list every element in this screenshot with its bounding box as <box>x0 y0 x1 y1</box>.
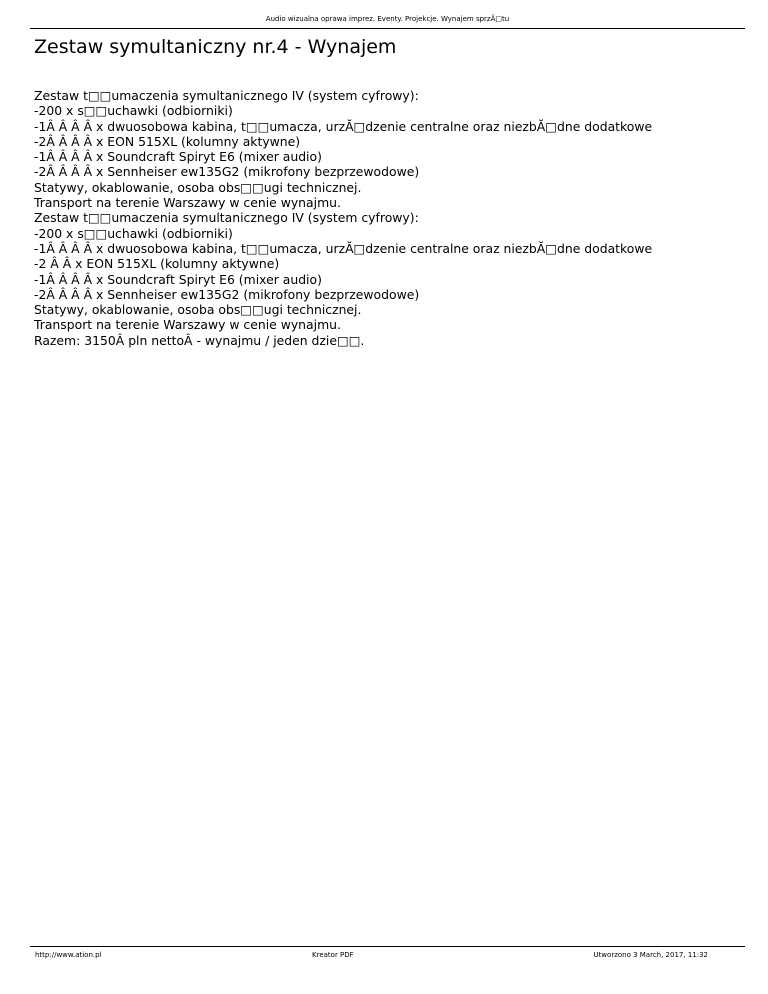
body-line: Statywy, okablowanie, osoba obs□□ugi technicznej. <box>34 179 362 195</box>
page-header <box>30 0 745 29</box>
body-line: -2 Â Â x EON 515XL (kolumny aktywne) <box>34 256 280 272</box>
body-line: Zestaw t□□umaczenia symultanicznego IV (system cyfrowy): <box>34 210 419 226</box>
body-line: -1Â Â Â Â x Soundcraft Spiryt E6 (mixer audio) <box>34 149 322 165</box>
header-text: Audio wizualna oprawa imprez. Eventy. Projekcje. Wynajem sprzĂ□tu <box>265 15 510 23</box>
footer-created-date: Utworzono 3 March, 2017, 11:32 <box>593 951 708 959</box>
body-line: Transport na terenie Warszawy w cenie wynajmu. <box>34 195 341 211</box>
footer-url: http://www.ation.pl <box>35 951 102 959</box>
body-line: Statywy, okablowanie, osoba obs□□ugi technicznej. <box>34 302 362 318</box>
body-line: -2Â Â Â Â x Sennheiser ew135G2 (mikrofony bezprzewodowe) <box>34 164 420 180</box>
footer-creator: Kreator PDF <box>312 951 354 959</box>
body-line: -2Â Â Â Â x EON 515XL (kolumny aktywne) <box>34 133 301 149</box>
total-line: Razem: 3150Â pln nettoÂ - wynajmu / jeden dzie□□. <box>34 332 365 348</box>
body-line: -200 x s□□uchawki (odbiorniki) <box>34 225 233 241</box>
body-line: -1Â Â Â Â x dwuosobowa kabina, t□□umacza, urzĂ□dzenie centralne oraz niezbĂ□dne dodatkowe <box>34 118 653 134</box>
body-line: -200 x s□□uchawki (odbiorniki) <box>34 103 233 119</box>
body-line: -2Â Â Â Â x Sennheiser ew135G2 (mikrofony bezprzewodowe) <box>34 286 420 302</box>
body-line: -1Â Â Â Â x Soundcraft Spiryt E6 (mixer audio) <box>34 271 322 287</box>
body-line: Zestaw t□□umaczenia symultanicznego IV (system cyfrowy): <box>34 88 419 103</box>
page-footer <box>30 946 745 967</box>
document-body <box>34 88 734 348</box>
body-line: Transport na terenie Warszawy w cenie wynajmu. <box>34 317 341 333</box>
page-title: Zestaw symultaniczny nr.4 - Wynajem <box>34 36 397 58</box>
body-line: -1Â Â Â Â x dwuosobowa kabina, t□□umacza, urzĂ□dzenie centralne oraz niezbĂ□dne dodatkowe <box>34 240 653 256</box>
